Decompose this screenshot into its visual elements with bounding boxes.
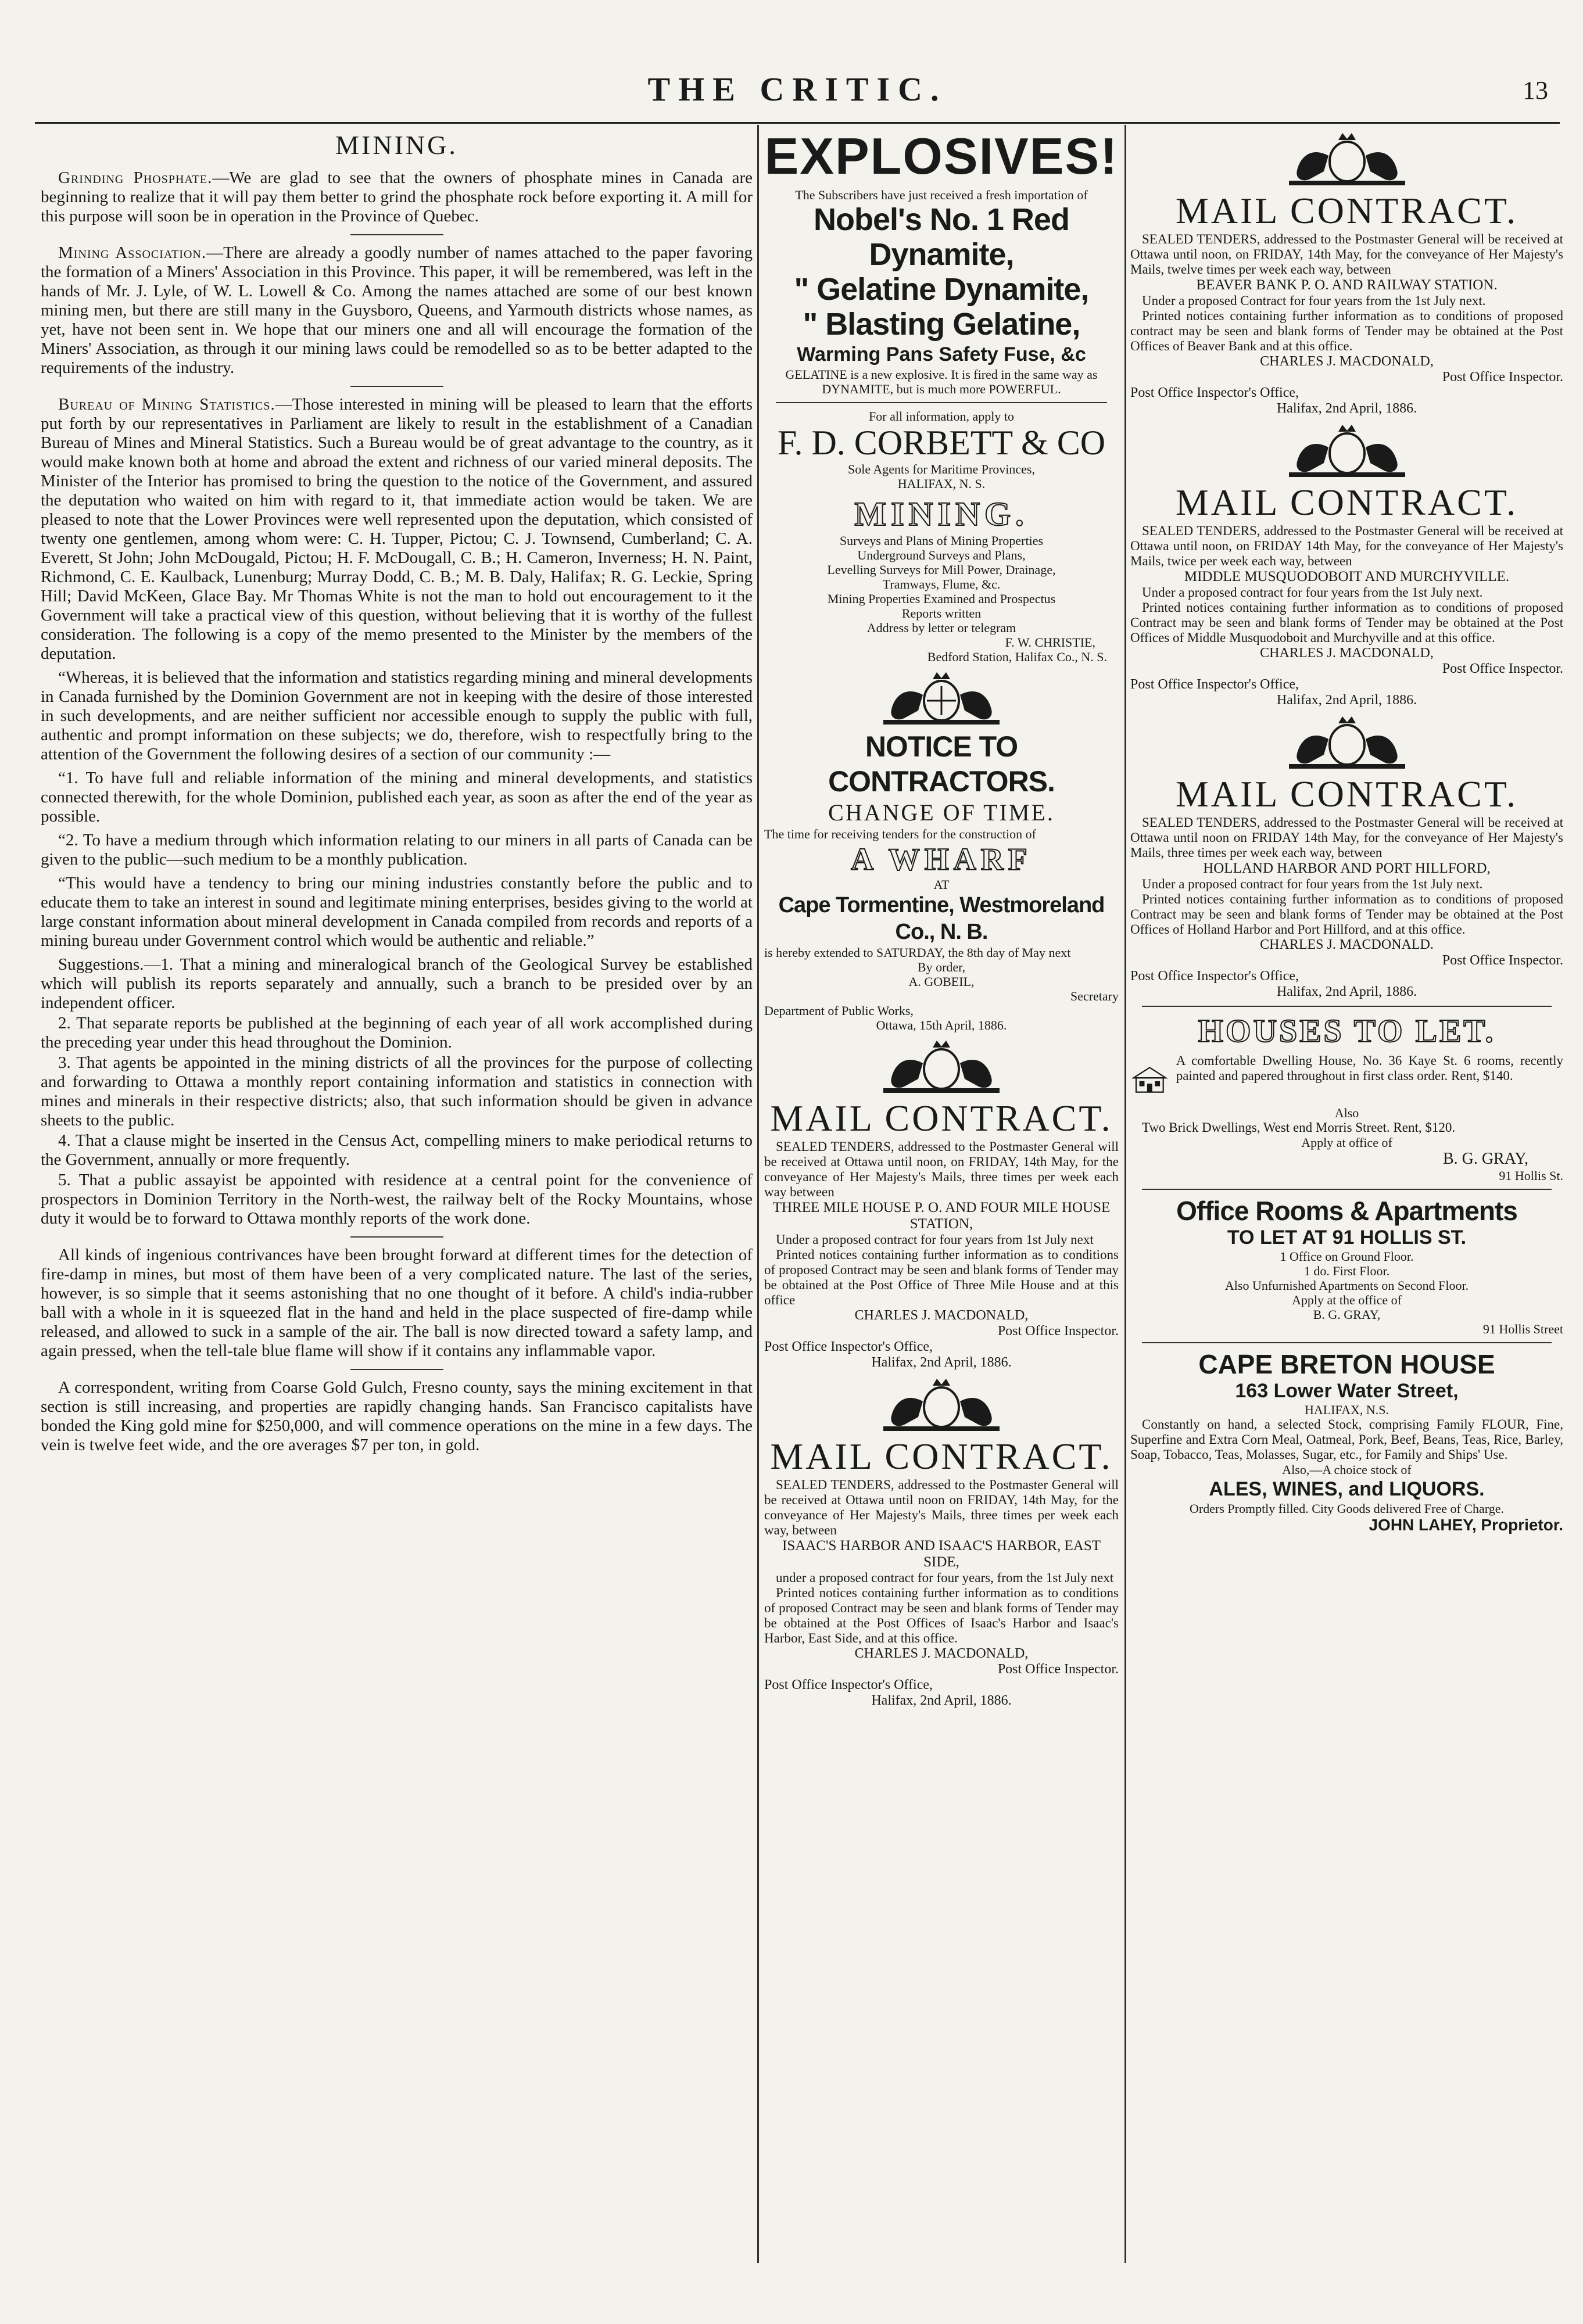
mail-contract-terms: under a proposed contract for four years, from the 1st July next: [776, 1570, 1114, 1585]
house-icon: [1130, 1053, 1169, 1106]
survey-name: F. W. CHRISTIE,: [1005, 635, 1095, 650]
office-rooms-headline: Office Rooms & Apartments: [1176, 1196, 1517, 1226]
article-text: —We are glad to see that the owners of phosphate mines in Canada are beginning to realize that it will pay them better to grind the phosphate rock before exporting it. A mill for this purpose will soon be in operation in the Province of Quebec.: [41, 168, 753, 225]
mail-office: Post Office Inspector's Office,: [1130, 385, 1299, 400]
mail-date: Halifax, 2nd April, 1886.: [1276, 984, 1417, 999]
middle-ads-column: [764, 125, 1119, 2275]
royal-crest-icon: [1277, 421, 1417, 479]
mail-contract-ad: [1130, 421, 1563, 708]
office-rooms-sub: TO LET AT 91 HOLLIS ST.: [1227, 1226, 1467, 1249]
mail-signer: CHARLES J. MACDONALD,: [1260, 645, 1434, 661]
office-line: 91 Hollis Street: [1482, 1322, 1563, 1336]
mail-contract-heading: MAIL CONTRACT.: [770, 1436, 1113, 1477]
mail-signer-title: Post Office Inspector.: [997, 1324, 1119, 1339]
office-line: 1 Office on Ground Floor.: [1280, 1249, 1414, 1264]
article-lead: Bureau of Mining Statistics.: [58, 395, 275, 414]
gelatine-note: GELATINE is a new explosive. It is fired in the same way as DYNAMITE, but is much more POWERFUL.: [785, 367, 1098, 396]
mail-contract-heading: MAIL CONTRACT.: [1175, 190, 1518, 231]
mail-signer: CHARLES J. MACDONALD,: [854, 1646, 1029, 1661]
mail-contract-ad: [764, 1037, 1119, 1371]
notice-text: The time for receiving tenders for the construction of: [764, 827, 1036, 841]
grinding-phosphate-article: [41, 168, 753, 226]
extension-line: is hereby extended to SATURDAY, the 8th day of May next: [764, 945, 1071, 960]
mail-date: Halifax, 2nd April, 1886.: [1276, 401, 1417, 416]
mail-contract-text: SEALED TENDERS, addressed to the Postmaster General will be received at Ottawa until noon, on FRIDAY, 14th May, for the conveyance of Her Majesty's Mails, twelve times per week each way, between: [1130, 232, 1563, 277]
wharf-headline: A WHARF: [851, 842, 1032, 877]
mining-section-heading: MINING.: [335, 130, 458, 160]
mail-contract-ad: [1130, 130, 1563, 417]
notice-signer: A. GOBEIL,: [908, 974, 975, 989]
bureau-statistics-article: [41, 395, 753, 664]
mail-contract-heading: MAIL CONTRACT.: [1175, 773, 1518, 815]
mail-notices: Printed notices containing further information as to conditions of proposed Contract may be seen and blank forms of Tender may be obtained at the Post Offices of Isaac's Harbor and Isaac's Harbor, East Side, and at this office.: [764, 1586, 1119, 1645]
divider: [350, 1369, 443, 1370]
royal-crest-icon: [872, 1037, 1011, 1095]
memo-point: “This would have a tendency to bring our mining industries constantly before the public and to educate them to take an interest in sound and legitimate mining enterprises, besides giving to the world at large constant information about mineral development in Canada compiled from records and reports of a mining bureau under Government control which would be authentic and reliable.”: [41, 874, 753, 950]
survey-line: Tramways, Flume, &c.: [882, 577, 1001, 591]
mining-survey-headline: MINING.: [854, 495, 1029, 533]
office-rooms-advertisement: [1130, 1196, 1563, 1336]
cape-breton-also: Also,—A choice stock of: [1282, 1462, 1412, 1477]
product-line: " Blasting Gelatine,: [803, 307, 1080, 342]
liquors-headline: ALES, WINES, and LIQUORS.: [1209, 1478, 1485, 1500]
suggestion-item: Suggestions.—1. That a mining and mineralogical branch of the Geological Survey be established which will publish its reports separately and annually, such a branch to be presided over by an independent officer.: [41, 955, 753, 1012]
royal-crest-icon: [1277, 713, 1417, 771]
masthead: [35, 70, 1560, 116]
orders-line: Orders Promptly filled. City Goods delivered Free of Charge.: [1190, 1501, 1504, 1516]
memo-point: “1. To have full and reliable information of the mining and mineral developments, and statistics connected therewith, for the whole Dominion, published each year, as soon as after the end of the year as possible.: [41, 769, 753, 826]
survey-line: Surveys and Plans of Mining Properties: [839, 533, 1044, 548]
mail-signer: CHARLES J. MACDONALD,: [1260, 354, 1434, 369]
company-name: F. D. CORBETT & CO: [777, 424, 1106, 462]
mail-office: Post Office Inspector's Office,: [1130, 677, 1299, 692]
survey-line: Levelling Surveys for Mill Power, Drainage,: [827, 562, 1056, 577]
mail-contract-terms: Under a proposed contract for four years from the 1st July next.: [1142, 585, 1483, 600]
mail-signer-title: Post Office Inspector.: [1442, 953, 1563, 968]
mail-notices: Printed notices containing further information as to conditions of proposed Contract may be seen and blank forms of Tender may be obtained at the Post Offices of Holland Harbor and Port Hillford, and at this office.: [1130, 892, 1563, 937]
mail-office: Post Office Inspector's Office,: [764, 1339, 933, 1354]
newspaper-title: THE CRITIC.: [647, 70, 947, 108]
mail-route: HOLLAND HARBOR AND PORT HILLFORD,: [1203, 860, 1491, 876]
explosives-extras: Warming Pans Safety Fuse, &c: [797, 343, 1086, 365]
mail-office: Post Office Inspector's Office,: [1130, 969, 1299, 984]
column-rule: [1124, 125, 1126, 2263]
masthead-rule: [35, 122, 1560, 124]
notice-signer-title: Secretary: [1070, 989, 1119, 1003]
notice-date: Ottawa, 15th April, 1886.: [876, 1018, 1007, 1032]
suggestion-item: 5. That a public assayist be appointed with residence at a central point for the convenience of prospectors in Dominion Territory in the North-west, the railway belt of the Rocky Mountains, whose duty it would be to forward to Ottawa monthly reports of the work done.: [41, 1171, 753, 1228]
mail-signer-title: Post Office Inspector.: [1442, 370, 1563, 385]
mail-contract-terms: Under a proposed contract for four years from the 1st July next.: [1142, 877, 1483, 891]
mail-route: MIDDLE MUSQUODOBOIT AND MURCHYVILLE.: [1184, 569, 1510, 584]
divider: [776, 402, 1107, 403]
article-text: —Those interested in mining will be pleased to learn that the efforts put forth by our representatives in Parliament are likely to result in the establishment of a Canadian Bureau of Mines and Mineral Statistics. Such a Bureau would be of great advantage to the country, as it would make known both at home and abroad the extent and richness of our varied mineral deposits. The Minister of the Interior has promised to bring the question to the notice of the Government, and assured the deputation who waited on him with regard to it, that immediate action would be taken. We are pleased to note that the Lower Provinces were well represented upon the deputation, which consisted of twenty one gentlemen, among whom were: C. H. Tupper, Pictou; C. J. Townsend, Cumberland; C. A. Everett, St John; John McDougald, Pictou; H. F. McDougall, C. B.; H. Cameron, Inverness; H. N. Paint, Richmond, C. E. Kaulback, Lunenburg; Murray Dodd, C. B.; M. B. Daly, Halifax; R. G. Leckie, Spring Hill; David McKeen, Glace Bay. Mr Thomas White is not the man to hold out encouragement to it the Government will take a practical view of this question, without believing that it is worthy of the fullest consideration. The following is a copy of the memo presented to the Minister by the members of the deputation.: [41, 395, 753, 663]
mail-office: Post Office Inspector's Office,: [764, 1677, 933, 1692]
mail-date: Halifax, 2nd April, 1886.: [871, 1355, 1012, 1370]
mail-route: ISAAC'S HARBOR AND ISAAC'S HARBOR, EAST SIDE,: [782, 1538, 1101, 1570]
mail-contract-text: SEALED TENDERS, addressed to the Postmaster General will be received at Ottawa until noon on FRIDAY, 14th May, for the conveyance of Her Majesty's Mails, three times per week each way, between: [764, 1477, 1119, 1537]
article-lead: Mining Association.: [58, 243, 207, 262]
explosives-headline: EXPLOSIVES!: [764, 127, 1119, 185]
mining-survey-advertisement: [764, 494, 1119, 664]
apply-line: For all information, apply to: [869, 409, 1014, 424]
mail-route: THREE MILE HOUSE P. O. AND FOUR MILE HOUSE STATION,: [772, 1200, 1111, 1232]
wharf-location: Cape Tormentine, Westmoreland Co., N. B.: [778, 893, 1105, 944]
houses-address: 91 Hollis St.: [1499, 1168, 1563, 1183]
divider: [350, 234, 443, 235]
suggestion-item: 3. That agents be appointed in the mining districts of all the provinces for the purpose of collecting and forwarding to Ottawa a monthly report containing information and statistics in connection with mines and minerals in their respective districts; also, that such information should be given in advance sheets to the public.: [41, 1053, 753, 1129]
mail-date: Halifax, 2nd April, 1886.: [871, 1693, 1012, 1708]
suggestion-item: 2. That separate reports be published at the beginning of each year of all work accomplished during the preceding year under this head throughout the Dominion.: [41, 1014, 753, 1052]
royal-crest-icon: [872, 1375, 1011, 1433]
mail-notices: Printed notices containing further information as to conditions of proposed Contract may be seen and blank forms of Tender may be obtained at the Post Offices of Middle Musquodoboit and Murchyville and at this office.: [1130, 600, 1563, 645]
office-line: Also Unfurnished Apartments on Second Floor.: [1224, 1278, 1469, 1293]
divider: [350, 386, 443, 387]
cape-breton-stock: Constantly on hand, a selected Stock, comprising Family FLOUR, Fine, Superfine and Extra Corn Meal, Oatmeal, Pork, Beef, Beans, Teas, Rice, Barley, Soap, Tobacco, Teas, Molasses, Sugar, etc., for Family and Ships' Use.: [1130, 1417, 1563, 1462]
notice-headline: NOTICE TO CONTRACTORS.: [828, 730, 1055, 798]
suggestion-item: 4. That a clause might be inserted in the Census Act, compelling miners to make periodical returns to the Government, annually or more frequently.: [41, 1131, 753, 1169]
mail-signer: CHARLES J. MACDONALD.: [1260, 937, 1434, 952]
article-lead: Grinding Phosphate.: [58, 168, 213, 187]
page-number: 13: [1523, 76, 1548, 105]
fire-damp-article: All kinds of ingenious contrivances have been brought forward at different times for the detection of fire-damp in mines, but most of them have been of a very complicated nature. The last of the series, however, is so simple that it seems astonishing that no one thought of it before. A child's india-rubber ball with a whole in it is squeezed flat in the hand and held in the place suspected of fire-damp while released, and allowed to suck in a sample of the air. The ball is now directed toward a safety lamp, and again pressed, when the tell-tale blue flame will show if it contains any inflammable vapor.: [41, 1246, 753, 1360]
survey-line: Address by letter or telegram: [866, 621, 1016, 635]
mining-news-column: [41, 125, 753, 2275]
mail-notices: Printed notices containing further information as to conditions of proposed contract may be seen and blank forms of Tender may be obtained at the Post Offices of Beaver Bank and at this office.: [1130, 309, 1563, 353]
notice-dept: Department of Public Works,: [764, 1003, 914, 1018]
survey-address: Bedford Station, Halifax Co., N. S.: [927, 650, 1107, 664]
mail-contract-heading: MAIL CONTRACT.: [770, 1098, 1113, 1139]
houses-headline: HOUSES TO LET.: [1198, 1013, 1496, 1049]
office-line: 1 do. First Floor.: [1303, 1264, 1390, 1278]
survey-line: Mining Properties Examined and Prospectus: [827, 591, 1056, 606]
by-order: By order,: [917, 960, 966, 974]
divider: [1142, 1342, 1552, 1343]
mail-signer-title: Post Office Inspector.: [1442, 661, 1563, 676]
right-ads-column: [1130, 125, 1563, 2275]
gold-gulch-article: A correspondent, writing from Coarse Gold Gulch, Fresno county, says the mining excitement in that section is still increasing, and properties are rapidly changing hands. San Francisco capitalists have bonded the King gold mine for $250,000, and will commence operations on the mine in a few days. The vein is twelve feet wide, and the ore averages $7 per ton, in gold.: [41, 1378, 753, 1454]
mail-date: Halifax, 2nd April, 1886.: [1276, 693, 1417, 708]
office-line: B. G. GRAY,: [1313, 1307, 1381, 1322]
memo-point: “2. To have a medium through which information relating to our miners in all parts of Canada can be given to the public—such medium to be a monthly publication.: [41, 831, 753, 869]
cape-breton-address: 163 Lower Water Street,: [1235, 1380, 1459, 1402]
mail-contract-text: SEALED TENDERS, addressed to the Postmaster General will be received at Ottawa until noon, on FRIDAY, 14th May, for the conveyance of Her Majesty's Mails, three times per week each way between: [764, 1139, 1119, 1199]
location-line: HALIFAX, N. S.: [897, 476, 986, 491]
office-line: Apply at the office of: [1292, 1293, 1402, 1307]
cape-breton-headline: CAPE BRETON HOUSE: [1198, 1349, 1495, 1379]
product-line: " Gelatine Dynamite,: [794, 272, 1089, 307]
royal-crest-icon: [1277, 130, 1417, 188]
survey-line: Underground Surveys and Plans,: [857, 548, 1026, 562]
mail-contract-ad: [1130, 713, 1563, 1000]
houses-name: B. G. GRAY,: [1442, 1150, 1528, 1168]
mail-contract-heading: MAIL CONTRACT.: [1175, 482, 1518, 523]
memo-intro: “Whereas, it is believed that the information and statistics regarding mining and mineral developments in Canada furnished by the Dominion Government are not in keeping with the desire of those interested in such developments, and are neither sufficient nor accessible enough to supply the public with full, authentic and prompt information on these subjects; we do, therefore, wish to respectfully bring to the attention of the Government the following desires of a section of our community :—: [41, 668, 753, 763]
mail-contract-terms: Under a proposed Contract for four years from the 1st July next.: [1142, 293, 1486, 308]
mail-signer: CHARLES J. MACDONALD,: [854, 1308, 1029, 1323]
change-of-time: CHANGE OF TIME.: [828, 799, 1055, 826]
mail-notices: Printed notices containing further information as to conditions of proposed Contract may be seen and blank forms of Tender may be obtained at the Post Office of Three Mile House and at this office: [764, 1247, 1119, 1307]
at-line: AT: [933, 877, 950, 892]
mail-contract-text: SEALED TENDERS, addressed to the Postmaster General will be received at Ottawa until noon on FRIDAY 14th May, for the conveyance of Her Majesty's Mails, three times per week each way, between: [1130, 815, 1563, 860]
cape-breton-house-advertisement: [1130, 1349, 1563, 1534]
mail-contract-terms: Under a proposed contract for four years from 1st July next: [776, 1232, 1094, 1247]
houses-also: Also: [1334, 1106, 1359, 1120]
column-rule: [757, 125, 759, 2263]
mining-association-article: [41, 243, 753, 378]
mail-signer-title: Post Office Inspector.: [997, 1662, 1119, 1677]
explosives-advertisement: [764, 128, 1119, 491]
mail-route: BEAVER BANK P. O. AND RAILWAY STATION.: [1196, 277, 1498, 293]
mail-contract-text: SEALED TENDERS, addressed to the Postmaster General will be received at Ottawa until noon, on FRIDAY 14th May, for the conveyance of Her Majesty's Mails, twice per week each way, between: [1130, 523, 1563, 568]
houses-apply: Apply at office of: [1301, 1135, 1392, 1150]
survey-line: Reports written: [901, 606, 982, 621]
brick-dwellings: Two Brick Dwellings, West end Morris Street. Rent, $120.: [1142, 1120, 1456, 1135]
proprietor-line: JOHN LAHEY, Proprietor.: [1369, 1516, 1563, 1534]
divider: [350, 1236, 443, 1238]
explosives-intro: The Subscribers have just received a fresh importation of: [795, 188, 1088, 202]
divider: [1142, 1006, 1552, 1007]
mail-contract-ad: [764, 1375, 1119, 1709]
agents-line: Sole Agents for Maritime Provinces,: [847, 462, 1035, 476]
article-text: —There are already a goodly number of names attached to the paper favoring the formation of a Miners' Association in this Province. This paper, it will be remembered, was left in the hands of Mr. J. Lyle, of W. L. Lowell & Co. Among the names attached are some of our best known mining men, but there are still many in the Guysboro, Queens, and Yarmouth districts whose names, as yet, have not been sent in. We hope that our miners one and all will encourage the formation of the Miners' Association, as through it our mining laws could be remodelled so as to be better adapted to the requirements of the industry.: [41, 243, 753, 377]
cape-breton-city: HALIFAX, N.S.: [1304, 1403, 1389, 1417]
houses-to-let-advertisement: [1130, 1013, 1563, 1183]
house-description: A comfortable Dwelling House, No. 36 Kaye St. 6 rooms, recently painted and papered throughout in first class order. Rent, $140.: [1176, 1053, 1563, 1083]
divider: [1142, 1189, 1552, 1190]
product-line: Nobel's No. 1 Red Dynamite,: [814, 202, 1069, 272]
notice-contractors-advertisement: [764, 669, 1119, 1032]
royal-crest-icon: [872, 669, 1011, 727]
